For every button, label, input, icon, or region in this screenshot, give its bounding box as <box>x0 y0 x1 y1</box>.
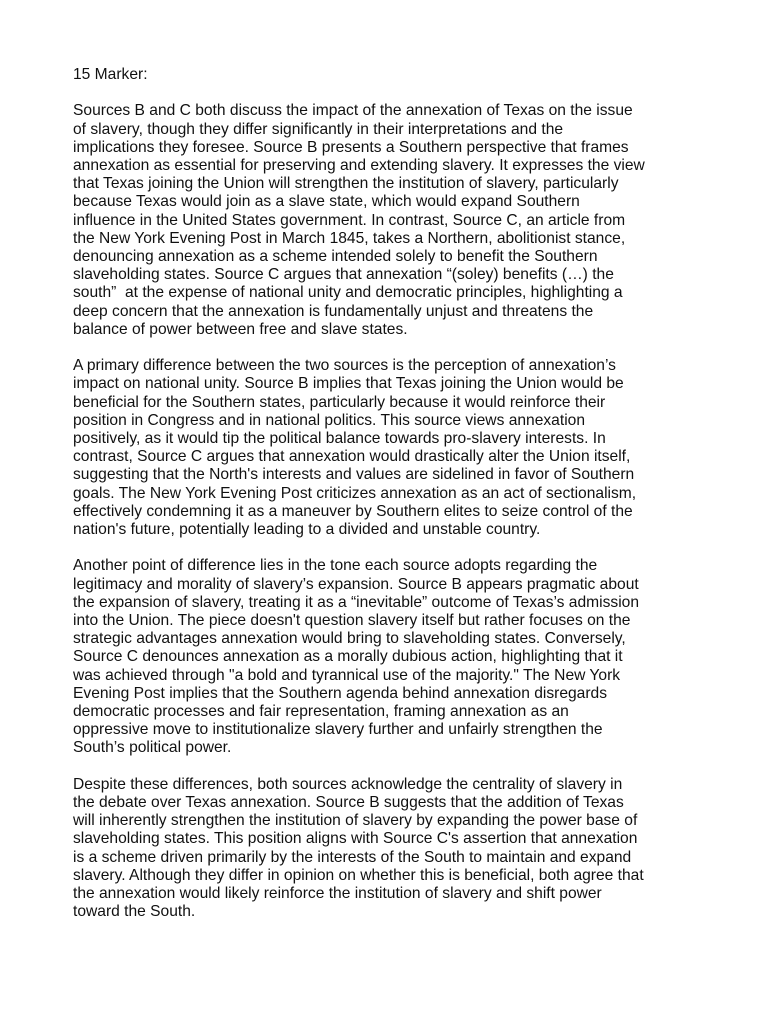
text-line: annexation as essential for preserving and extending slavery. It expresses the view <box>73 157 645 174</box>
text-line: slaveholding states. This position aligns with Source C's assertion that annexation <box>73 830 638 848</box>
text-line: south” at the expense of national unity and democratic principles, highlighting a <box>73 284 623 302</box>
text-line: oppressive move to institutionalize slavery further and unfairly strengthen the <box>73 721 603 739</box>
text-line: contrast, Source C argues that annexation would drastically alter the Union itself, <box>73 448 631 466</box>
text-line: is a scheme driven primarily by the interests of the South to maintain and expand <box>73 848 632 866</box>
paragraph <box>73 102 703 339</box>
text-line: will inherently strengthen the institution of slavery by expanding the power base of <box>73 812 638 830</box>
text-line: democratic processes and fair representation, framing annexation as an <box>73 703 569 721</box>
text-line: influence in the United States government. In contrast, Source C, an article from <box>73 211 626 229</box>
text-line: the debate over Texas annexation. Source B suggests that the addition of Texas <box>73 794 624 812</box>
text-line: South’s political power. <box>73 739 232 757</box>
text-line: implications they foresee. Source B presents a Southern perspective that frames <box>73 138 629 156</box>
text-line: toward the South. <box>73 903 196 921</box>
text-line: effectively condemning it as a maneuver by Southern elites to seize control of the <box>73 502 633 520</box>
text-line: legitimacy and morality of slavery’s expansion. Source B appears pragmatic about <box>73 575 639 593</box>
text-line: the expansion of slavery, treating it as a “inevitable” outcome of Texas’s admission <box>73 593 640 611</box>
text-line: A primary difference between the two sources is the perception of annexation’s <box>73 357 616 375</box>
text-line: slavery. Although they differ in opinion on whether this is beneficial, both agree that <box>73 866 644 884</box>
text-line: beneficial for the Southern states, particularly because it would reinforce their <box>73 393 606 411</box>
text-line: suggesting that the North's interests and values are sidelined in favor of Southern <box>73 466 635 484</box>
text-line: Source C denounces annexation as a morally dubious action, highlighting that it <box>73 648 623 666</box>
paragraph <box>73 557 703 757</box>
text-line: denouncing annexation as a scheme intended solely to benefit the Southern <box>73 248 598 266</box>
text-line: the New York Evening Post in March 1845, takes a Northern, abolitionist stance, <box>73 229 626 247</box>
text-line: Evening Post implies that the Southern agenda behind annexation disregards <box>73 684 608 702</box>
text-line: position in Congress and in national politics. This source views annexation <box>73 411 585 429</box>
paragraph <box>73 357 703 539</box>
text-line: because Texas would join as a slave state, which would expand Southern <box>73 193 580 211</box>
text-line: that Texas joining the Union will strengthen the institution of slavery, particularly <box>73 175 619 193</box>
text-line: impact on national unity. Source B implies that Texas joining the Union would be <box>73 375 624 393</box>
text-line: was achieved through "a bold and tyrannical use of the majority." The New York <box>73 666 621 684</box>
text-line: the annexation would likely reinforce the institution of slavery and shift power <box>73 885 602 903</box>
text-line: balance of power between free and slave states. <box>73 320 408 338</box>
document-page <box>73 66 703 940</box>
paragraph <box>73 776 703 922</box>
text-line: of slavery, though they differ significantly in their interpretations and the <box>73 120 564 138</box>
text-line: positively, as it would tip the political balance towards pro-slavery interests. In <box>73 430 606 448</box>
text-line: deep concern that the annexation is fundamentally unjust and threatens the <box>73 302 594 320</box>
text-line: Sources B and C both discuss the impact of the annexation of Texas on the issue <box>73 102 633 120</box>
document-heading: 15 Marker: <box>73 66 148 83</box>
document-body <box>73 102 703 921</box>
text-line: Another point of difference lies in the tone each source adopts regarding the <box>73 557 598 575</box>
text-line: slaveholding states. Source C argues that annexation “(soley) benefits (…) the <box>73 266 614 284</box>
text-line: into the Union. The piece doesn't question slavery itself but rather focuses on the <box>73 612 631 630</box>
text-line: Despite these differences, both sources acknowledge the centrality of slavery in <box>73 775 623 793</box>
text-line: nation's future, potentially leading to a divided and unstable country. <box>73 521 541 539</box>
text-line: goals. The New York Evening Post criticizes annexation as an act of sectionalism, <box>73 484 637 502</box>
text-line: strategic advantages annexation would bring to slaveholding states. Conversely, <box>73 630 626 648</box>
